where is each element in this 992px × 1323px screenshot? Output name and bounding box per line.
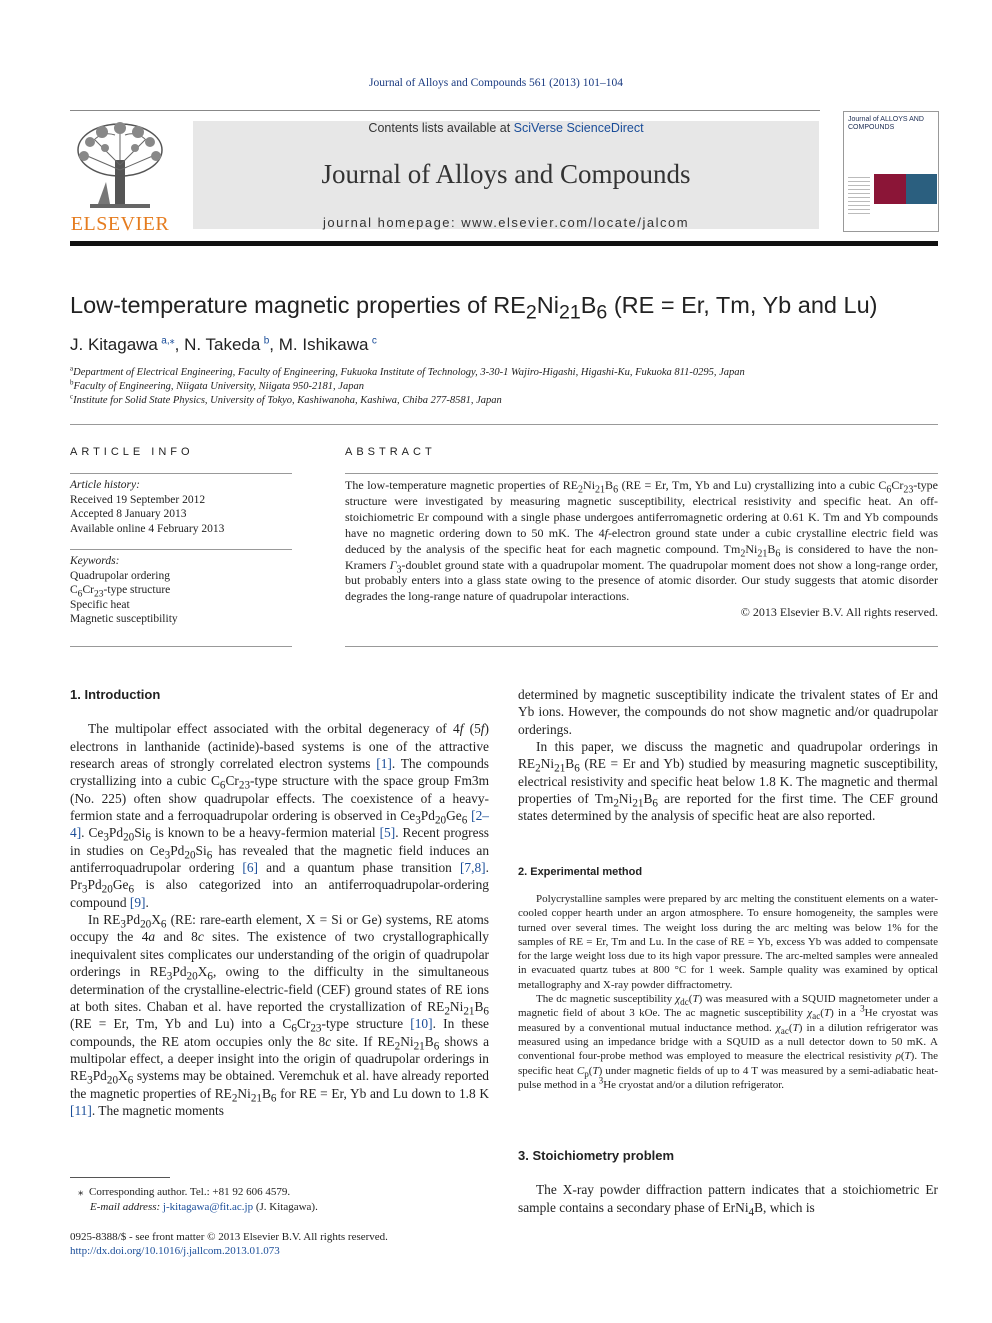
issn-line: 0925-8388/$ - see front matter © 2013 Elsevier B.V. All rights reserved. — [70, 1231, 388, 1243]
email-link[interactable]: j-kitagawa@fit.ac.jp — [162, 1201, 254, 1213]
reference-link[interactable]: [11] — [70, 1102, 92, 1118]
footnote-corresponding: ⁎ Corresponding author. Tel.: +81 92 606 4579. — [78, 1186, 291, 1198]
reference-link[interactable]: [2–4] — [70, 808, 489, 841]
affiliation: $^c$Institute for Solid State Physics, University of Tokyo, Kashiwanoha, Kashiwa, Chiba 277-8581, Japan — [70, 392, 502, 406]
paragraph: The dc magnetic susceptibility $\chi_{dc}(T)$ was measured with a SQUID magnetometer under a magnetic field of about 3 kOe. The ac magnetic susceptibility $\chi_{ac}(T)$ in a $^3$He cryostat was measured by a conventional mutual inductance method. $\chi_{ac}(T)$ in a dilution refrigerator was measured using an impedance bridge with a SQUID as a null detector down to 50 mK. A conventional four-probe method was employed to measure the electrical resistivity ρ(T). The specific heat $C_p(T)$ under magnetic fields of up to 4 T was measured by a semi-adiabatic heat-pulse method in a $^3$He cryostat and/or a dilution refrigerator. — [518, 993, 939, 1091]
keyword: $C_6Cr_{23}$-type structure — [70, 584, 171, 600]
history-label: Article history: — [70, 479, 140, 491]
journal-banner — [193, 121, 819, 229]
footnote-email: E-mail address: j-kitagawa@fit.ac.jp (J. Kitagawa). — [90, 1201, 318, 1213]
author-affiliation-mark[interactable]: a,⁎ — [161, 335, 175, 347]
right-column — [518, 686, 938, 825]
paragraph: determined by magnetic susceptibility indicate the trivalent states of Er and Yb ions. However, the compounds do not show magnetic and/or quadrupolar orderings. — [518, 687, 938, 737]
info-rule — [70, 473, 292, 474]
paragraph: The multipolar effect associated with the orbital degeneracy of 4f (5f) electrons in lanthanide (actinide)-based systems is one of the attractive research areas of strongly correlated electron systems [1]. The compounds crystallizing into a cubic $C_6Cr_{23}$-type structure with the space group Fm3m (No. 225) often show quadrupolar effects. The coexistence of a heavy-fermion state and a ferroquadrupolar ordering is observed in $Ce_3Pd_{20}Ge_6$ [2–4]. $Ce_3Pd_{20}Si_6$ is known to be a heavy-fermion material [5]. Recent progress in studies on $Ce_3Pd_{20}Si_6$ has revealed that the magnetic field induces an antiferroquadrupolar ordering [6] and a quantum phase transition [7,8]. $Pr_3Pd_{20}Ge_6$ is also categorized into an antiferroquadrupolar-ordering compound [9]. — [70, 721, 490, 910]
reference-link[interactable]: [6] — [242, 860, 259, 876]
reference-link[interactable]: [10] — [410, 1016, 433, 1032]
section-heading-stoichiometry: 3. Stoichiometry problem — [518, 1148, 675, 1163]
author-affiliation-mark[interactable]: c — [371, 335, 377, 347]
abstract-body: The low-temperature magnetic properties of $RE_2Ni_{21}B_6$ (RE = Er, Tm, Yb and Lu) crystallizing into a cubic $C_6Cr_{23}$-type structure were investigated by measuring magnetic susceptibility, electrical resistivity and specific heat. An off-stoichiometric Er compound with a single phase undergoes antiferromagnetic ordering at 0.61 K. Tm and Yb compounds have no magnetic ordering down to 50 mK. The 4f-electron ground state under a cubic crystalline electric field was deduced by the analysis of the specific heat for each magnetic compound. $Tm_2Ni_{21}B_6$ is considered to have the non-Kramers $\Gamma_3$-doublet ground state with a quadrupolar moment. The quadrupolar moment does not show a long-range order, but probably enters into a glass state owing to the presence of atomic disorder. Our study suggests that atomic disorder degrades the long-range nature of quadrupolar interactions. © 2013 Elsevier B.V. All rights reserved. — [345, 478, 938, 620]
footnote-rule — [70, 1177, 170, 1178]
paragraph: In $RE_3Pd_{20}X_6$ (RE: rare-earth element, X = Si or Ge) systems, RE atoms occupy the 4a and 8c sites. The existence of two crystallographically inequivalent sites complicates our understanding of the origin of quadrupolar orderings in $RE_3Pd_{20}X_6$, owing to the difficulty in the simultaneous determination of the crystalline-electric-field (CEF) ground states of RE ions at both sites. Chaban et al. have reported the crystallization of $RE_2Ni_{21}B_6$ (RE = Er, Tm, Yb and Lu) into a $C_6Cr_{23}$-type structure [10]. In these compounds, the RE atom occupies only the 8c site. If $RE_2Ni_{21}B_6$ shows a multipolar effect, a deeper insight into the origin of quadrupolar orderings in $RE_3Pd_{20}X_6$ systems may be obtained. Veremchuk et al. have already reported the magnetic properties of $RE_2Ni_{21}B_6$ for RE = Er, Yb and Lu down to 1.8 K [11]. The magnetic moments — [70, 912, 490, 1118]
author-name: M. Ishikawa — [278, 335, 369, 354]
experimental-section — [518, 866, 938, 1092]
reference-link[interactable]: [9] — [129, 894, 146, 910]
author-name: N. Takeda — [184, 335, 261, 354]
keywords-label: Keywords: — [70, 555, 120, 567]
contents-line — [193, 121, 819, 135]
author-affiliation-mark[interactable]: b — [263, 335, 270, 347]
history-item: Accepted 8 January 2013 — [70, 508, 187, 520]
section-heading-introduction: 1. Introduction — [70, 687, 161, 702]
affiliation: $^a$Department of Electrical Engineering, Faculty of Engineering, Fukuoka Institute of Technology, 3-30-1 Wajiro-Higashi, Higashi-Ku, Fukuoka 811-0295, Japan — [70, 364, 745, 378]
article-history — [70, 478, 292, 536]
journal-homepage[interactable]: journal homepage: www.elsevier.com/locate/jalcom — [322, 215, 690, 230]
section-heading-experimental: 2. Experimental method — [518, 866, 643, 878]
reference-link[interactable]: [7,8] — [459, 860, 486, 876]
elsevier-wordmark: ELSEVIER — [70, 213, 170, 235]
cover-red-block — [874, 174, 906, 204]
journal-title: Journal of Alloys and Compounds — [321, 159, 691, 189]
keywords — [70, 554, 292, 627]
left-column — [70, 686, 489, 1119]
paragraph: Polycrystalline samples were prepared by arc melting the constituent elements on a water-cooled copper hearth under an argon atmosphere. To ensure homogeneity, the samples were turned over several times. The weight loss during the arc melting was below 1% for the samples of RE = Er, Tm and Lu. In the case of RE = Yb, excess Yb was added to compensate for the large weight loss due to its high vapor pressure. The arc-melted samples were annealed in evacuated quartz tubes at 800 °C for 1 week. Sample quality was examined by optical metallography and X-ray powder diffractometry. — [518, 893, 938, 991]
keyword: Magnetic susceptibility — [70, 613, 178, 625]
journal-citation[interactable]: Journal of Alloys and Compounds 561 (2013) 101–104 — [369, 77, 623, 89]
author-name: J. Kitagawa — [70, 335, 158, 354]
author-list: J. Kitagawa $^{a,⁎}$, N. Takeda $^b$, M. Ishikawa $^c$ — [70, 335, 377, 354]
history-item: Received 19 September 2012 — [70, 493, 206, 506]
elsevier-tree-icon — [70, 120, 170, 210]
paragraph: In this paper, we discuss the magnetic and quadrupolar orderings in $RE_2Ni_{21}B_6$ (RE = Er and Yb) studied by measuring magnetic susceptibility, electrical resistivity and specific heat below 1.8 K. The magnetic and thermal properties of $Tm_2Ni_{21}B_6$ are reported for the first time. The CEF ground states determined by the analysis of specific heat are also reported. — [518, 739, 938, 824]
info-rule — [70, 646, 292, 647]
stoichiometry-section — [518, 1147, 938, 1219]
cover-blue-block — [906, 174, 937, 204]
reference-link[interactable]: [5] — [379, 825, 396, 841]
abstract-heading: ABSTRACT — [345, 446, 436, 458]
sciencedirect-link[interactable]: SciVerse ScienceDirect — [513, 121, 644, 135]
history-item: Available online 4 February 2013 — [70, 522, 225, 535]
section-rule — [70, 424, 938, 425]
keyword: Specific heat — [70, 598, 130, 611]
cover-title: Journal of ALLOYS AND COMPOUNDS — [848, 116, 924, 131]
abstract-copyright: © 2013 Elsevier B.V. All rights reserved. — [740, 605, 938, 620]
affiliation: $^b$Faculty of Engineering, Niigata University, Niigata 950-2181, Japan — [70, 378, 364, 392]
article-title: Low-temperature magnetic properties of $RE_2Ni_{21}B_6$ (RE = Er, Tm, Yb and Lu) — [70, 292, 878, 324]
abstract-rule — [345, 473, 938, 474]
paragraph: The X-ray powder diffraction pattern indicates that a stoichiometric Er sample contains a secondary phase of ErNi$_4$B, which is — [518, 1182, 938, 1219]
reference-link[interactable]: [1] — [376, 756, 392, 772]
info-rule — [70, 549, 292, 550]
header-rule — [70, 110, 820, 111]
experimental-body — [518, 892, 938, 1092]
doi-link[interactable]: http://dx.doi.org/10.1016/j.jallcom.2013.01.073 — [70, 1245, 280, 1257]
article-info-heading: ARTICLE INFO — [70, 446, 194, 458]
elsevier-logo[interactable] — [70, 120, 170, 235]
keyword: Quadrupolar ordering — [70, 569, 170, 582]
abstract-rule — [345, 646, 938, 647]
journal-cover-thumbnail[interactable] — [843, 111, 939, 232]
header-thick-rule — [70, 241, 938, 246]
cover-text-lines — [848, 174, 870, 214]
contents-prefix: Contents lists available at — [368, 121, 514, 135]
